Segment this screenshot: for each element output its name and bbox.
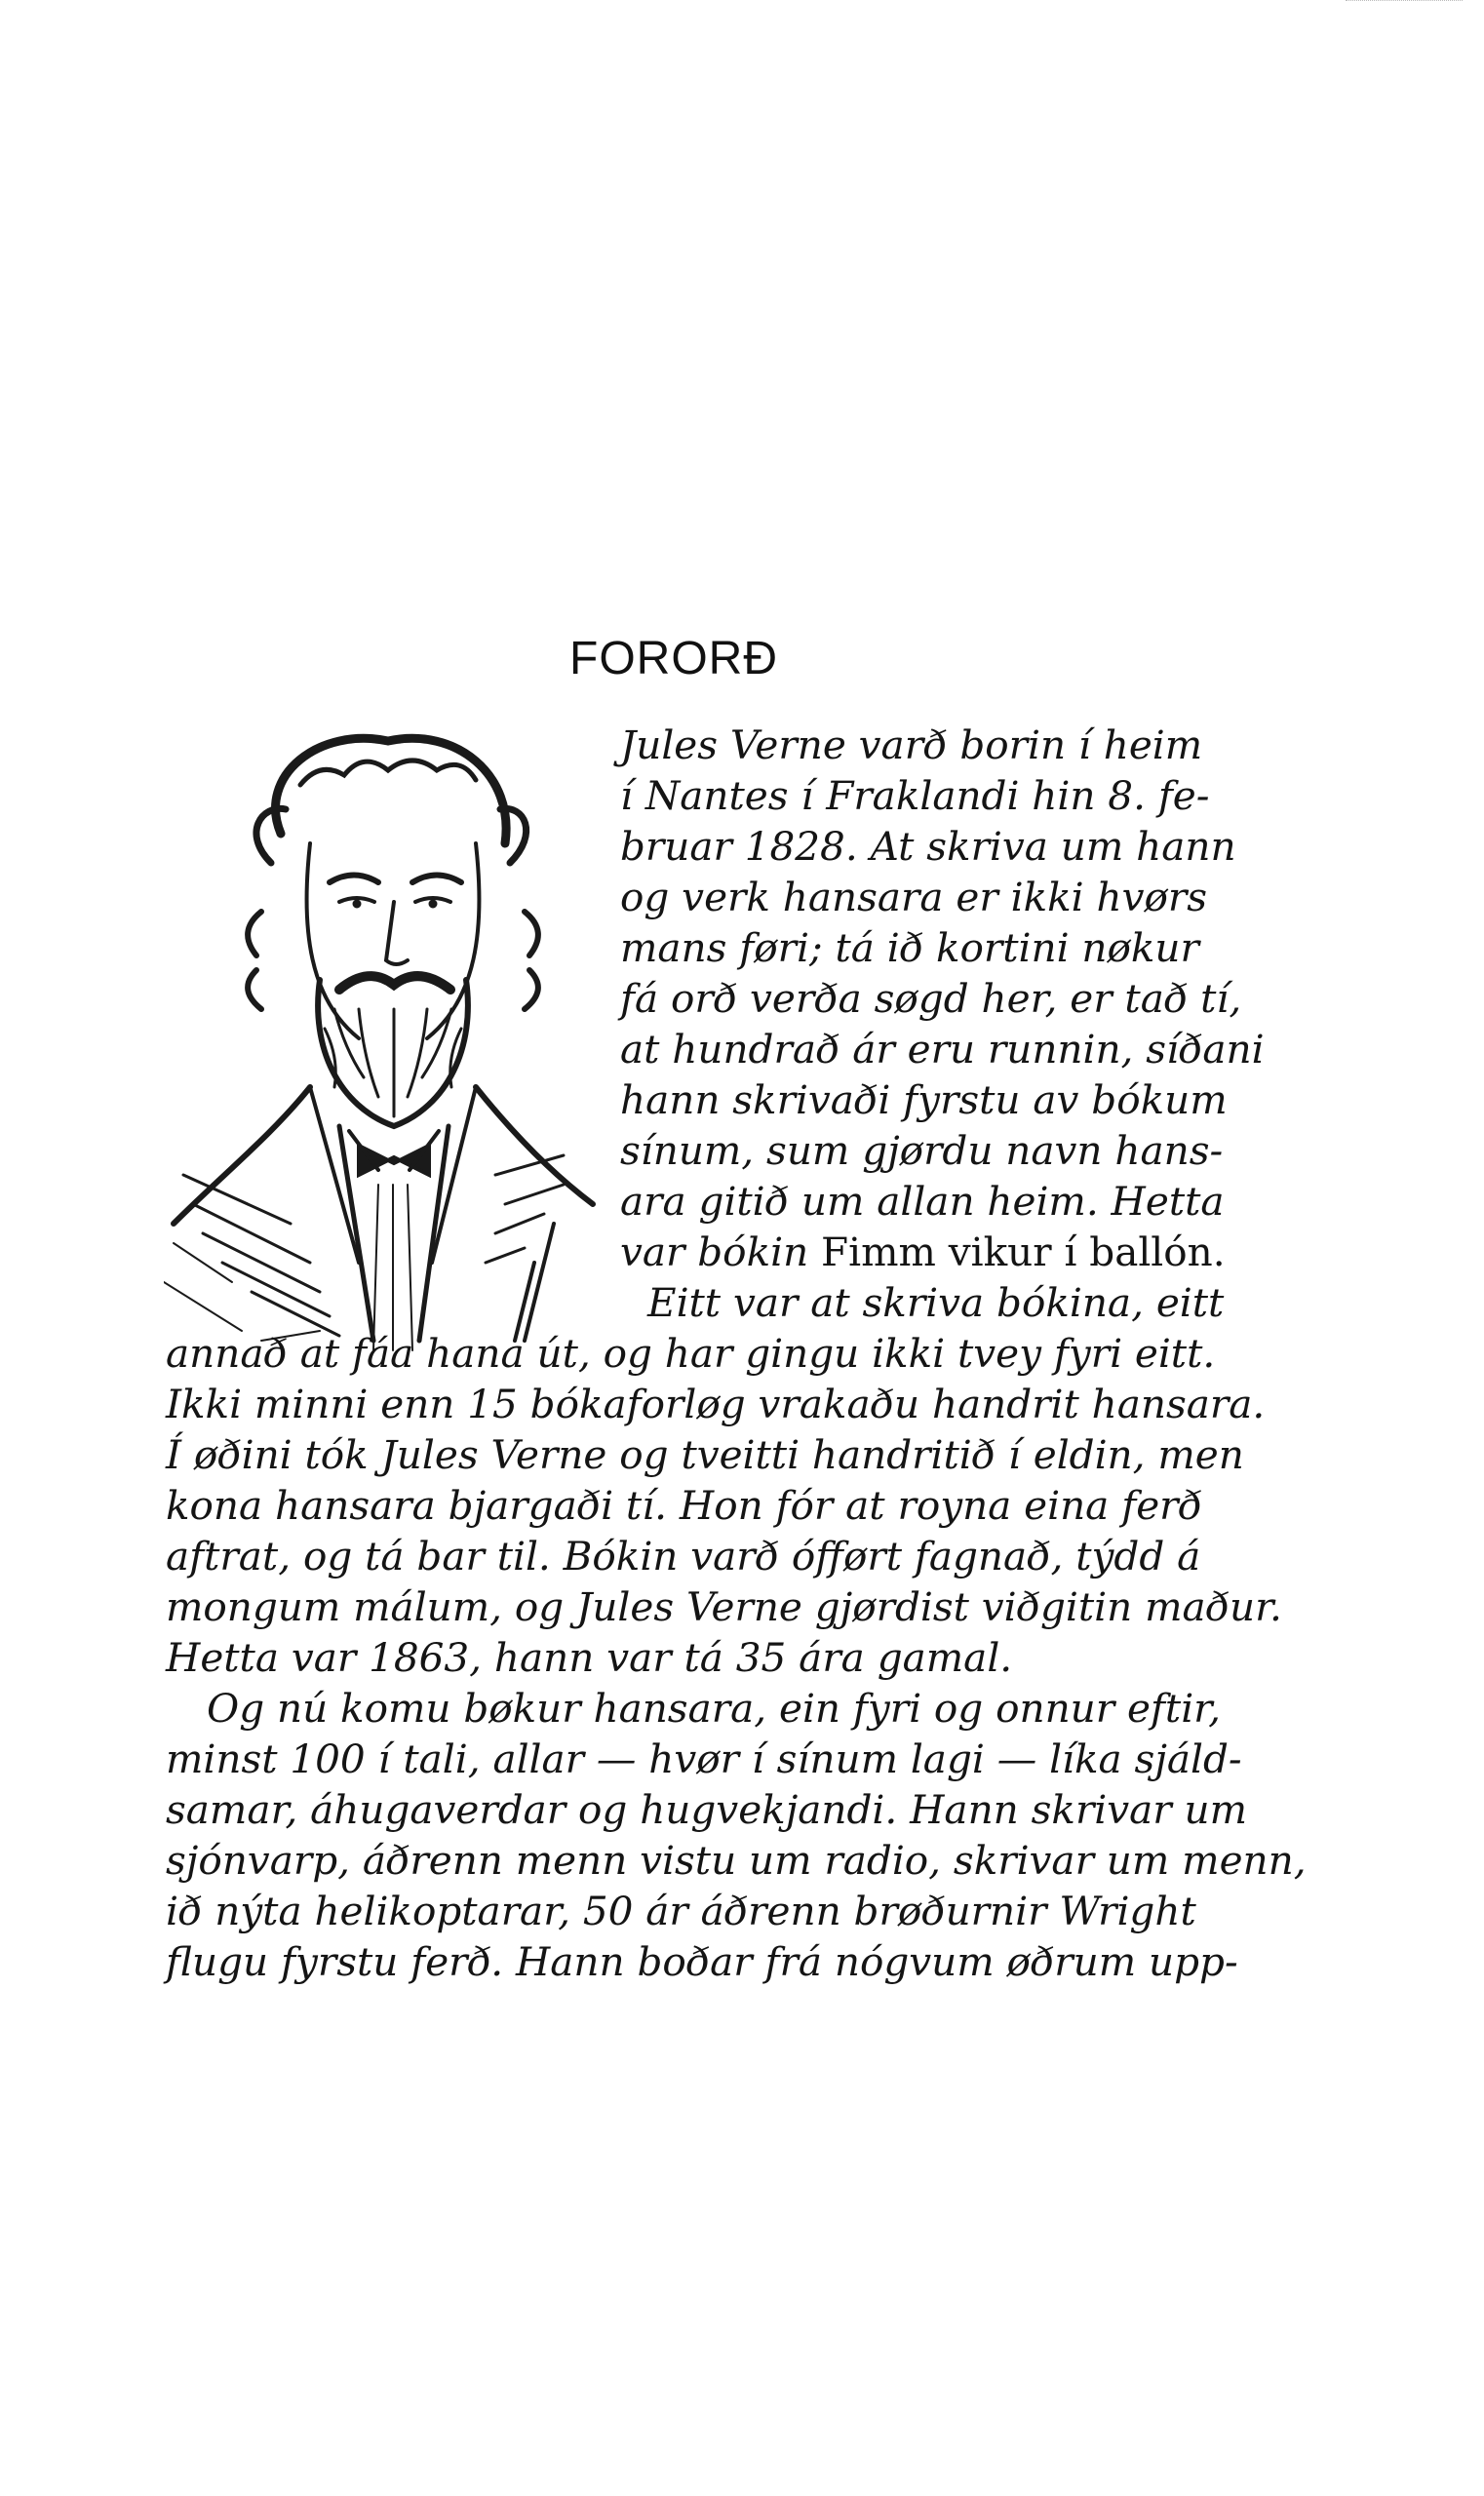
text-line: ið nýta helikoptarar, 50 ár áðrenn brøðurnir Wright: [166, 1888, 1196, 1934]
portrait-engraving: [164, 717, 624, 1380]
text-line: aftrat, og tá bar til. Bókin varð ófført fagnað, týdd á: [166, 1533, 1201, 1580]
text-line: samar, áhugaverdar og hugvekjandi. Hann skrivar um: [166, 1786, 1248, 1833]
text-line: at hundrað ár eru runnin, síðani: [620, 1026, 1265, 1072]
text-line: bruar 1828. At skriva um hann: [620, 823, 1236, 870]
text-line: mans føri; tá ið kortini nøkur: [620, 924, 1199, 971]
text-line-prefix: var bókin: [620, 1228, 822, 1275]
text-line: Hetta var 1863, hann var tá 35 ára gamal.: [166, 1634, 1013, 1681]
paragraph-start-line: Og nú komu bøkur hansara, ein fyri og onnur eftir,: [207, 1685, 1221, 1732]
text-line: fá orð verða søgd her, er tað tí,: [620, 975, 1242, 1022]
paragraph-start-line: Eitt var at skriva bókina, eitt: [647, 1279, 1225, 1326]
text-line: mongum málum, og Jules Verne gjørdist viðgitin maður.: [166, 1583, 1282, 1630]
text-line: Jules Verne varð borin í heim: [620, 722, 1203, 768]
text-line: sjónvarp, áðrenn menn vistu um radio, skrivar um menn,: [166, 1837, 1307, 1884]
scan-edge-mark: [1346, 0, 1463, 9]
text-line: annað at fáa hana út, og har gingu ikki tvey fyri eitt.: [166, 1330, 1216, 1377]
book-title: Fimm vikur í ballón.: [821, 1228, 1226, 1275]
page-title: FORORÐ: [569, 633, 778, 684]
text-line: ara gitið um allan heim. Hetta: [620, 1178, 1225, 1225]
text-line: Í øðini tók Jules Verne og tveitti handritið í eldin, men: [166, 1431, 1244, 1478]
text-line: og verk hansara er ikki hvørs: [620, 874, 1207, 920]
text-line: minst 100 í tali, allar — hvør í sínum lagi — líka sjáld-: [166, 1736, 1242, 1782]
text-line: kona hansara bjargaði tí. Hon fór at royna eina ferð: [166, 1482, 1202, 1529]
text-line: flugu fyrstu ferð. Hann boðar frá nógvum øðrum upp-: [166, 1938, 1238, 1985]
text-line: í Nantes í Fraklandi hin 8. fe-: [620, 772, 1210, 819]
text-line: [620, 1227, 1226, 1277]
text-line: hann skrivaði fyrstu av bókum: [620, 1076, 1228, 1123]
text-line: Ikki minni enn 15 bókaforløg vrakaðu handrit hansara.: [166, 1381, 1266, 1427]
text-line: sínum, sum gjørdu navn hans-: [620, 1127, 1224, 1174]
